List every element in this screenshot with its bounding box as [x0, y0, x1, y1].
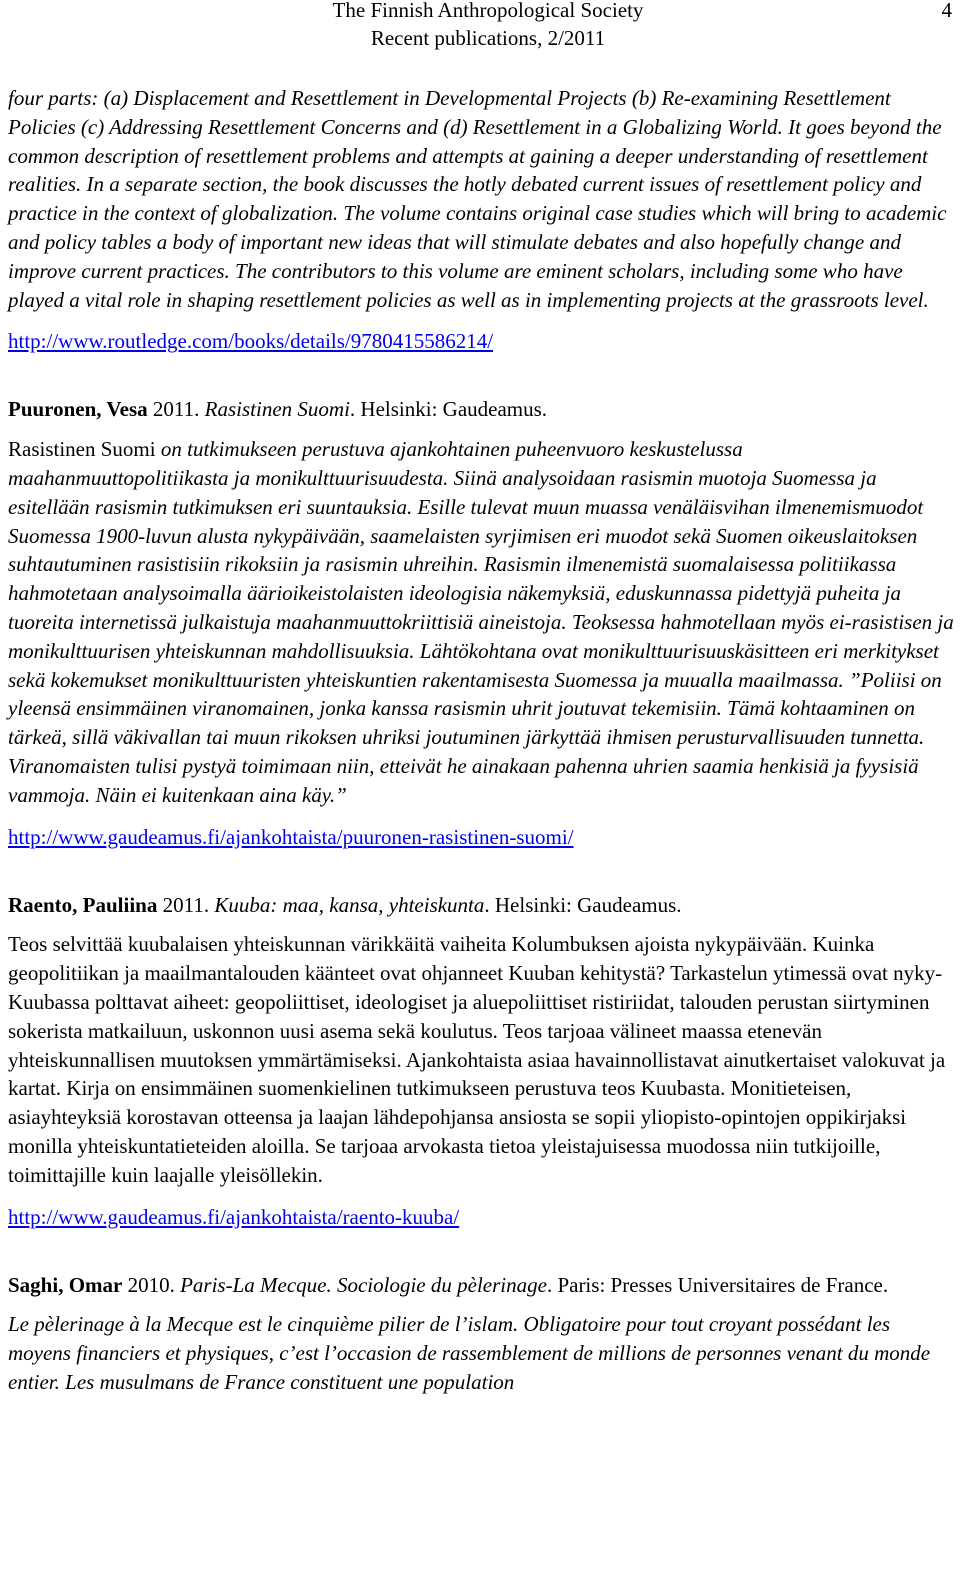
- citation: [8, 395, 954, 424]
- year: 2011.: [147, 397, 205, 422]
- publisher: . Paris: Presses Universitaires de France.: [546, 1272, 889, 1297]
- publisher: . Helsinki: Gaudeamus.: [349, 397, 548, 422]
- entry-saghi: [8, 1271, 954, 1397]
- entry-puuronen: [8, 395, 954, 850]
- author: Saghi, Omar: [8, 1272, 123, 1297]
- continuation-abstract: four parts: (a) Displacement and Resettlement in Developmental Projects (b) Re-examining Resettlement Policies (c) Addressing Resettlement Concerns and (d) Resettlement in a Globalizing World. It goes beyond the common description of resettlement problems and attempts at gaining a deeper understanding of resettlement realities. In a separate section, the book discusses the hotly debated current issues of resettlement policy and practice in the context of globalization. The volume contains original case studies which will bring to academic and policy tables a body of important new ideas that will stimulate debates and also hopefully change and improve current practices. The contributors to this volume are eminent scholars, including some who have played a vital role in shaping resettlement policies as well as in implementing projects at the grassroots level.: [8, 86, 947, 312]
- citation: [8, 891, 954, 920]
- book-title: Paris-La Mecque. Sociologie du pèlerinage: [180, 1272, 547, 1297]
- book-title: Kuuba: maa, kansa, yhteiskunta: [214, 892, 485, 917]
- page-number: 4: [941, 0, 952, 22]
- routledge-link[interactable]: http://www.routledge.com/books/details/9780415586214/: [8, 329, 494, 354]
- author: Raento, Pauliina: [8, 892, 158, 917]
- abstract-text: on tutkimukseen perustuva ajankohtainen puheenvuoro keskustelussa maahanmuuttopolitiikasta ja monikulttuurisuudesta. Siinä analysoidaan rasismin muotoja Suomessa ja esitellään rasismin tutkimuksen eri suuntauksia. Esille tulevat muun muassa venäläisvihan ilmenemismuodot Suomessa 1900-luvun alusta nykypäivään, saamelaisten syrjimisen eri muodot sekä Suomen oikeuslaitoksen suhtautuminen rasistisiin rikoksiin ja rasismin uhreihin. Rasismin ilmenemistä suomalaisessa politiikassa hahmotetaan analysoimalla äärioikeistolaisten ideologisia näkemyksiä, eduskunnassa pidettyjä puheita ja tuoreita internetissä julkaistuja maahanmuuttokriittisiä aineistoja. Teoksessa hahmotellaan myös ei-rasistisen ja monikulttuurisen yhteiskunnan mahdollisuuksia. Lähtökohtana ovat monikulttuurisuuskäsitteen eri merkitykset sekä kokemukset monikulttuuristen yhteiskuntien rakentamisesta Suomessa ja muualla maailmassa. ”Poliisi on yleensä ensimmäinen viranomainen, jonka kanssa rasismin uhrit joutuvat tekemisiin. Tämä kohtaaminen on tärkeä, sillä väkivallan tai muun rikoksen uhriksi joutuminen järkyttää ihmisen perusturvallisuuden tunnetta. Viranomaisten tulisi pystyä toimimaan niin, etteivät he ainakaan pahenna uhrien saamia henkisiä ja fyysisiä vammoja. Näin ei kuitenkaan aina käy.”: [8, 437, 954, 807]
- header-society: The Finnish Anthropological Society: [332, 0, 644, 22]
- continuation-block: [8, 84, 954, 355]
- gaudeamus-puuronen-link[interactable]: http://www.gaudeamus.fi/ajankohtaista/puuronen-rasistinen-suomi/: [8, 824, 574, 849]
- year: 2010.: [122, 1272, 181, 1297]
- page-header: [8, 0, 954, 56]
- abstract: [8, 435, 954, 809]
- abstract: Le pèlerinage à la Mecque est le cinquième pilier de l’islam. Obligatoire pour tout croyant possédant les moyens financiers et physiques, c’est l’occasion de rassemblement de millions de personnes venant du monde entier. Les musulmans de France constituent une population: [8, 1312, 931, 1394]
- gaudeamus-raento-link[interactable]: http://www.gaudeamus.fi/ajankohtaista/raento-kuuba/: [8, 1204, 460, 1229]
- header-title-block: [288, 0, 688, 52]
- page-content: [8, 84, 954, 1397]
- book-title: Rasistinen Suomi: [204, 397, 350, 422]
- header-subtitle: Recent publications, 2/2011: [370, 26, 606, 50]
- entry-raento: [8, 891, 954, 1231]
- abstract-lead: Rasistinen Suomi: [8, 437, 156, 462]
- publisher: . Helsinki: Gaudeamus.: [484, 892, 682, 917]
- citation: [8, 1271, 954, 1300]
- abstract: Teos selvittää kuubalaisen yhteiskunnan värikkäitä vaiheita Kolumbuksen ajoista nykypäivään. Kuinka geopolitiikan ja maailmantalouden käänteet ovat ohjanneet Kuuban kehitystä? Tarkastelun ytimessä ovat nyky-Kuubassa polttavat aiheet: geopoliittiset, ideologiset ja aluepoliittiset ristiriidat, talouden perustan siirtyminen sokerista matkailuun, uskonnon uusi asema sekä koulutus. Teos tarjoaa välineet maassa etenevän yhteiskunnallisen muutoksen ymmärtämiseksi. Ajankohtaista asiaa havainnollistavat ainutkertaiset valokuvat ja kartat. Kirja on ensimmäinen suomenkielinen tutkimukseen perustuva teos Kuubasta. Monitieteisen, asiayhteyksiä korostavan otteensa ja laajan lähdepohjansa ansiosta se sopii yliopisto-opintojen oppikirjaksi monilla yhteiskuntatieteiden aloilla. Se tarjoaa arvokasta tietoa yleistajuisessa muodossa niin tutkijoille, toimittajille kuin laajalle yleisöllekin.: [8, 932, 946, 1187]
- year: 2011.: [157, 892, 215, 917]
- author: Puuronen, Vesa: [8, 397, 148, 422]
